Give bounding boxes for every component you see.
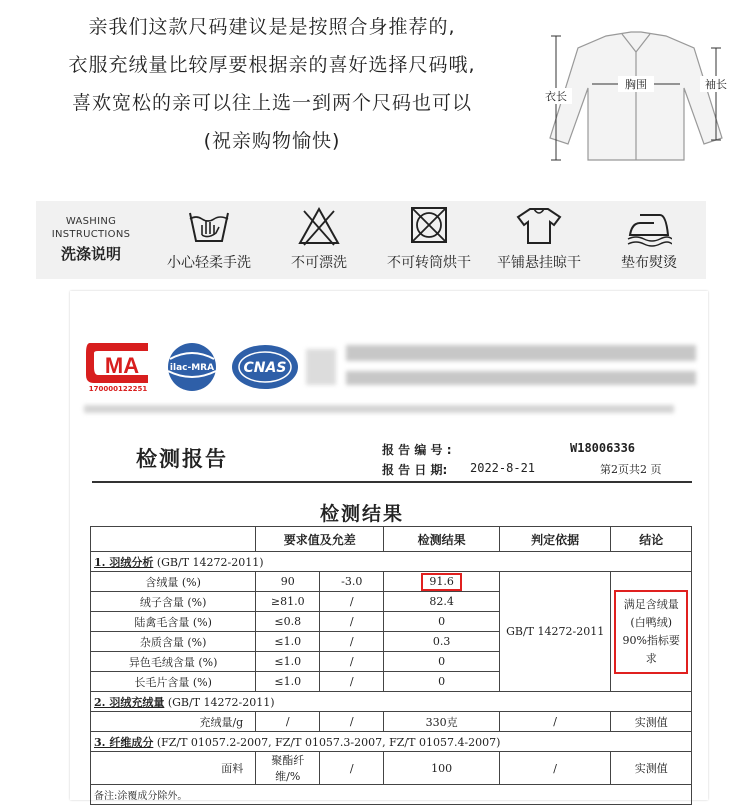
test-result — [384, 572, 500, 592]
test-result: 0 — [384, 612, 500, 632]
report-divider — [92, 481, 692, 483]
hand-wash-icon — [186, 205, 232, 247]
results-section-title: 检测结果 — [320, 503, 405, 525]
table-row — [91, 572, 692, 592]
test-result: 0 — [384, 652, 500, 672]
report-number: W18006336 — [570, 441, 636, 455]
no-bleach-icon — [296, 205, 342, 247]
advice-line: 衣服充绒量比较厚要根据亲的喜好选择尺码哦, — [68, 54, 476, 76]
header-blank — [91, 527, 256, 552]
test-result: 100 — [384, 752, 500, 785]
conclusion-line: 满足含绒量 — [623, 597, 679, 611]
wash-label: 垫布熨烫 — [621, 255, 677, 271]
conclusion-line: (白鸭绒) — [630, 615, 672, 629]
hang-dry-icon — [516, 205, 562, 247]
item-name: 陆禽毛含量 (%) — [91, 612, 256, 632]
report-date-label: 报 告 日 期: — [382, 463, 448, 477]
item-name: 杂质含量 (%) — [91, 632, 256, 652]
header-requirement: 要求值及允差 — [256, 527, 384, 552]
size-advice-text — [22, 8, 522, 160]
test-result: 0 — [384, 672, 500, 692]
item-name: 充绒量/g — [91, 712, 256, 732]
cma-logo-text: MA — [104, 353, 140, 378]
note-row — [91, 785, 692, 805]
item-name: 面料 — [91, 752, 256, 785]
conclusion-highlight — [614, 590, 688, 674]
report-date: 2022-8-21 — [470, 461, 536, 475]
washing-title-zh: 洗涤说明 — [60, 245, 121, 263]
shirt-measurement-diagram — [536, 28, 736, 168]
table-header-row — [91, 527, 692, 552]
judgment-basis: GB/T 14272-2011 — [499, 572, 611, 692]
wash-item-iron-with-cloth — [594, 205, 704, 272]
table-row — [91, 712, 692, 732]
required-value: ≤0.8 — [256, 612, 320, 632]
blurred-address-line — [84, 405, 674, 413]
item-name: 长毛片含量 (%) — [91, 672, 256, 692]
no-tumble-dry-icon — [406, 205, 452, 247]
table-row — [91, 752, 692, 785]
iron-with-cloth-icon — [626, 205, 672, 247]
required-value: / — [256, 712, 320, 732]
group-title-text: 1. 羽绒分析 — [94, 555, 154, 569]
report-note: 备注:涂覆成分除外。 — [91, 785, 692, 805]
group-title — [91, 732, 692, 752]
item-name: 含绒量 (%) — [91, 572, 256, 592]
tolerance: / — [320, 672, 384, 692]
required-value: ≤1.0 — [256, 632, 320, 652]
test-result: 330克 — [384, 712, 500, 732]
wash-label: 不可漂洗 — [291, 255, 347, 271]
advice-line: 亲我们这款尺码建议是是按照合身推荐的, — [88, 16, 456, 38]
test-result: 82.4 — [384, 592, 500, 612]
item-name: 异色毛绒含量 (%) — [91, 652, 256, 672]
ilac-logo-text: ilac-MRA — [169, 363, 215, 373]
cma-logo — [84, 341, 154, 393]
conclusion: 实测值 — [611, 712, 692, 732]
report-page-info: 第2页共2 页 — [600, 463, 662, 476]
group-title-text: 2. 羽绒充绒量 — [94, 695, 165, 709]
blurred-org-name-small — [306, 349, 336, 385]
wash-item-no-bleach — [264, 205, 374, 272]
cma-number: 170000122251 — [88, 385, 148, 393]
blurred-org-name — [346, 345, 696, 361]
group-title — [91, 552, 692, 572]
required-value: ≤1.0 — [256, 672, 320, 692]
results-table — [90, 526, 692, 805]
wash-item-hang-dry — [484, 205, 594, 272]
washing-instructions-bar — [36, 201, 706, 279]
highlighted-result: 91.6 — [421, 573, 462, 591]
group-title-text: 3. 纤维成分 — [94, 735, 154, 749]
conclusion-line: 90%指标要求 — [622, 633, 680, 665]
tolerance: / — [320, 612, 384, 632]
group-standard: (GB/T 14272-2011) — [167, 695, 275, 709]
report-number-label: 报 告 编 号 : — [382, 443, 452, 457]
cnas-logo — [230, 341, 300, 393]
group-title — [91, 692, 692, 712]
sleeve-label: 袖长 — [705, 78, 727, 91]
tolerance: / — [320, 712, 384, 732]
wash-label: 小心轻柔手洗 — [167, 255, 251, 271]
report-header-logos — [84, 341, 704, 401]
conclusion: 实测值 — [611, 752, 692, 785]
required-value: 90 — [256, 572, 320, 592]
required-value: ≤1.0 — [256, 652, 320, 672]
tolerance: / — [320, 752, 384, 785]
washing-title-en: WASHING — [65, 216, 117, 227]
tolerance: -3.0 — [320, 572, 384, 592]
intro-section — [0, 0, 750, 195]
required-value: 聚酯纤维/% — [256, 752, 320, 785]
tolerance: / — [320, 632, 384, 652]
group-row-down-analysis — [91, 552, 692, 572]
wash-label: 平铺悬挂晾干 — [497, 255, 581, 271]
header-basis: 判定依据 — [499, 527, 611, 552]
wash-label: 不可转筒烘干 — [387, 255, 471, 271]
washing-title-en-2: INSTRUCTIONS — [51, 229, 131, 240]
tolerance: / — [320, 652, 384, 672]
group-row-fiber — [91, 732, 692, 752]
header-result: 检测结果 — [384, 527, 500, 552]
test-result: 0.3 — [384, 632, 500, 652]
tolerance: / — [320, 592, 384, 612]
wash-item-no-tumble-dry — [374, 205, 484, 272]
cnas-logo-text: CNAS — [243, 360, 287, 376]
ilac-logo — [156, 341, 228, 393]
group-standard: (FZ/T 01057.2-2007, FZ/T 01057.3-2007, FZ/T 01057.4-2007) — [156, 735, 501, 749]
test-report — [70, 291, 708, 800]
group-standard: (GB/T 14272-2011) — [156, 555, 264, 569]
washing-title — [44, 215, 138, 265]
item-name: 绒子含量 (%) — [91, 592, 256, 612]
advice-line: (祝亲购物愉快) — [203, 130, 341, 152]
judgment-basis: / — [499, 752, 611, 785]
chest-label: 胸围 — [625, 78, 647, 91]
wash-item-hand-wash — [154, 205, 264, 272]
advice-line: 喜欢宽松的亲可以往上选一到两个尺码也可以 — [71, 92, 472, 114]
judgment-basis: / — [499, 712, 611, 732]
report-title: 检测报告 — [136, 447, 228, 471]
length-label: 衣长 — [545, 90, 567, 103]
conclusion — [611, 572, 692, 692]
header-conclusion: 结论 — [611, 527, 692, 552]
blurred-org-name-en — [346, 371, 696, 385]
required-value: ≥81.0 — [256, 592, 320, 612]
group-row-fill-weight — [91, 692, 692, 712]
